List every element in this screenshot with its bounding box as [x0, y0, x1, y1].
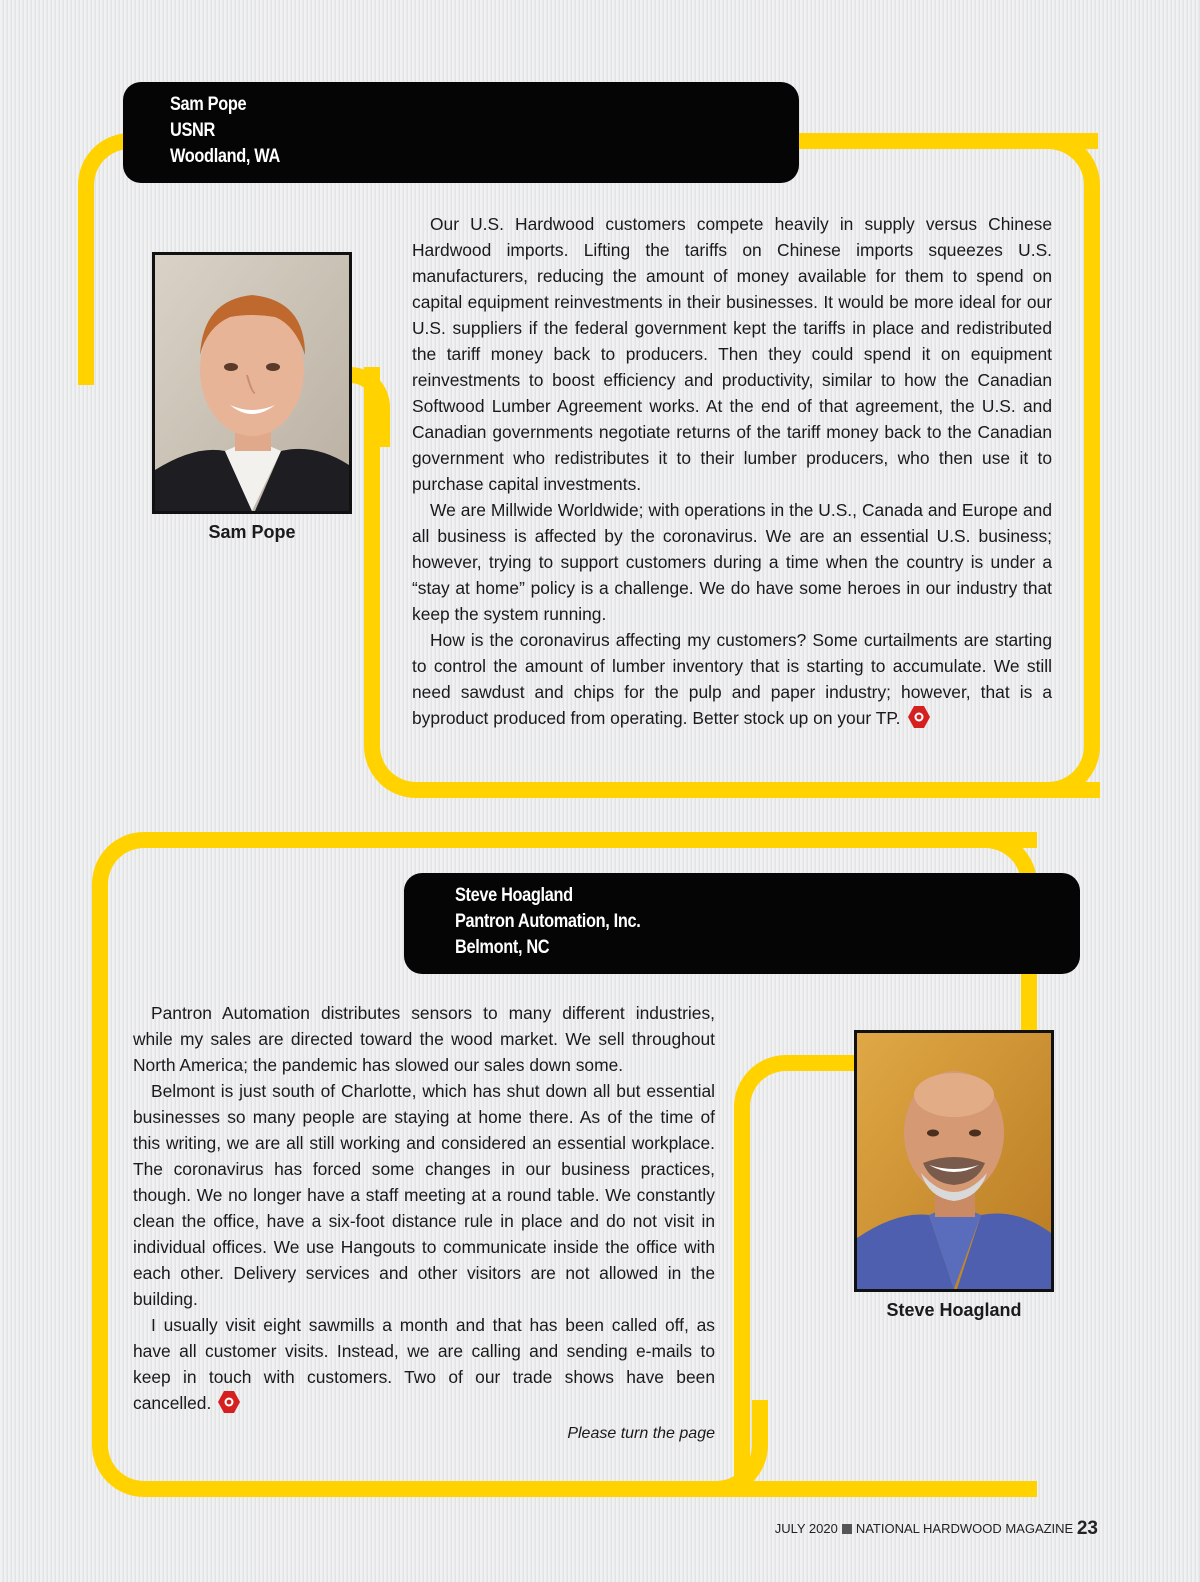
body-paragraph: We are Millwide Worldwide; with operations in the U.S., Canada and Europe and all business is affected by the coronavirus. We are an essential U.S. business; however, trying to support customers during a time when the country is under a “stay at home” policy is a challenge. We do have some heroes in our industry that keep the system running.: [412, 500, 1052, 624]
body-paragraph: How is the coronavirus affecting my customers? Some curtailments are starting to control the amount of lumber inventory that is starting to accumulate. We still need sawdust and chips for the pulp and paper industry; however, that is a byproduct produced from operating. Better stock up on your TP.: [412, 630, 1052, 728]
page-footer: [775, 1518, 1098, 1540]
body-paragraph: Our U.S. Hardwood customers compete heavily in supply versus Chinese Hardwood imports. Lifting the tariffs on Chinese imports squeezes U.S. manufacturers, reducing the amount of money available for them to spend on capital equipment reinvestments in their businesses. It would be more ideal for our U.S. suppliers if the federal government kept the tariffs in place and redistributed the tariff money back to producers. Then they could spend it on equipment reinvestments to boost efficiency and productivity, similar to how the Canadian Softwood Lumber Agreement works. At the end of that agreement, the U.S. and Canadian governments negotiate returns of the tariff money back to the Canadian government who redistributes it to their lumber producers, who then use it to purchase capital investments.: [412, 214, 1052, 494]
hex-nut-end-mark-icon: [907, 705, 931, 729]
footer-magazine: NATIONAL HARDWOOD MAGAZINE: [855, 1521, 1074, 1536]
hex-nut-end-mark-icon: [217, 1390, 241, 1414]
profile-location: Belmont, NC: [455, 937, 550, 958]
body-paragraph: Pantron Automation distributes sensors to many different industries, while my sales are directed toward the wood market. We sell throughout North America; the pandemic has slowed our sales down some.: [133, 1003, 715, 1075]
body-paragraph: I usually visit eight sawmills a month and that has been called off, as have all customer visits. Instead, we are calling and sending e-mails to keep in touch with customers. Two of our trade shows have been cancelled.: [133, 1315, 715, 1413]
photo-caption: Sam Pope: [208, 522, 296, 542]
portrait-icon: [857, 1033, 1051, 1289]
profile-name: Steve Hoagland: [455, 885, 573, 906]
body-paragraph: Belmont is just south of Charlotte, which has shut down all but essential businesses so many people are staying at home there. As of the time of this writing, we are all still working and considered an essential workplace. The coronavirus has forced some changes in our business practices, though. We no longer have a staff meeting at a round table. We constantly clean the office, have a six-foot distance rule in place and do not visit in individual offices. We use Hangouts to communicate inside the office with each other. Delivery services and other visitors are not allowed in the building.: [133, 1081, 715, 1309]
profile-header-steve-hoagland: [404, 873, 1080, 974]
portrait-photo-sam-pope: [152, 252, 352, 514]
page-number: 23: [1076, 1518, 1098, 1539]
profile-company: Pantron Automation, Inc.: [455, 911, 641, 932]
profile-company: USNR: [170, 120, 215, 141]
photo-caption: Steve Hoagland: [886, 1300, 1022, 1320]
profile-name: Sam Pope: [170, 94, 247, 115]
profile-header-sam-pope: [123, 82, 799, 183]
profile-body-sam-pope: [412, 211, 1052, 731]
turn-page-note: Please turn the page: [567, 1425, 715, 1442]
profile-body-steve-hoagland: [133, 1000, 715, 1416]
square-bullet-icon: [842, 1524, 852, 1534]
portrait-icon: [155, 255, 349, 511]
portrait-photo-steve-hoagland: [854, 1030, 1054, 1292]
profile-location: Woodland, WA: [170, 146, 280, 167]
footer-date: JULY 2020: [774, 1521, 838, 1536]
